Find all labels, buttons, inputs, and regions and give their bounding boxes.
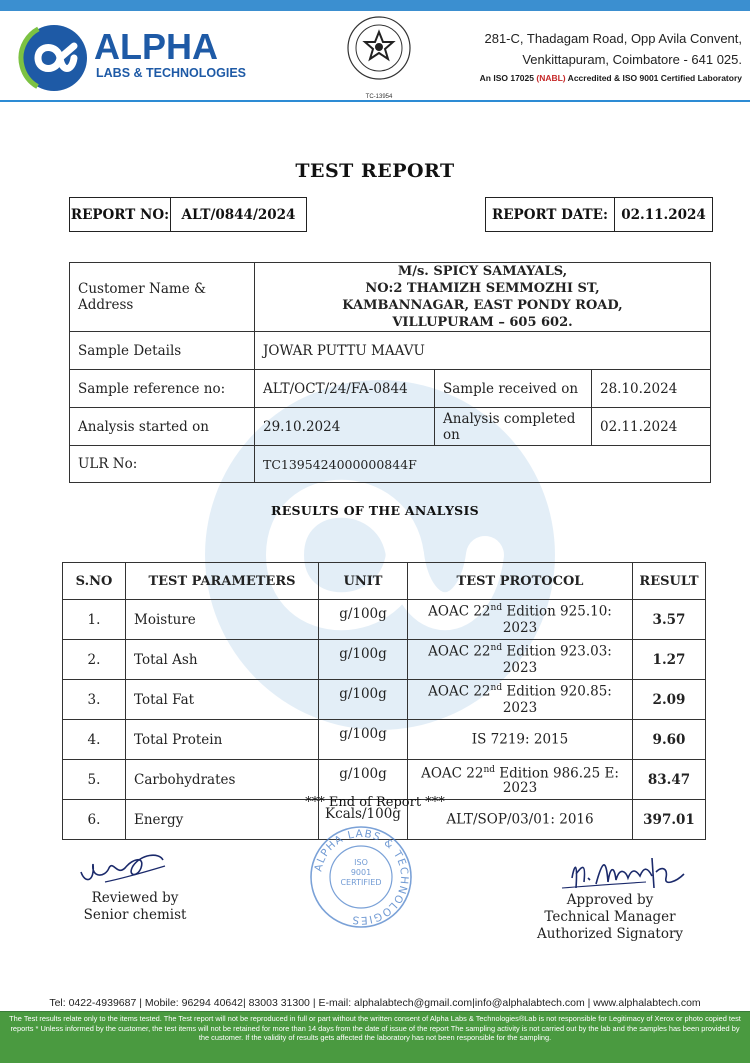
table-row — [63, 680, 706, 720]
page-title: TEST REPORT — [295, 160, 455, 182]
protocol-rest: Edition 923.03: 2023 — [502, 643, 612, 676]
row-result: 9.60 — [633, 720, 706, 760]
col-header: S.NO — [63, 563, 126, 600]
accreditation-post: Accredited & ISO 9001 Certified Laboratory — [565, 73, 742, 83]
row-result: 1.27 — [633, 640, 706, 680]
stamp-inner-1: ISO — [354, 858, 368, 867]
row-protocol — [408, 680, 633, 720]
protocol-rest: Edition 920.85: 2023 — [502, 683, 612, 716]
row-unit: g/100g — [319, 680, 408, 720]
row-protocol — [408, 640, 633, 680]
customer-address — [255, 263, 711, 332]
reviewer-block — [70, 890, 200, 924]
approver-line-3: Authorized Signatory — [536, 926, 684, 942]
row-sno: 4. — [63, 720, 126, 760]
row-protocol — [408, 600, 633, 640]
row-result: 3.57 — [633, 600, 706, 640]
row-unit: g/100g — [319, 640, 408, 680]
row-parameter: Total Fat — [126, 680, 319, 720]
protocol-sup: nd — [490, 603, 503, 614]
header-top-bar — [0, 0, 750, 11]
nabl-emblem-icon — [343, 12, 415, 104]
reviewer-line-2: Senior chemist — [83, 907, 187, 923]
col-header: TEST PARAMETERS — [126, 563, 319, 600]
company-logo — [16, 22, 256, 94]
report-date-label: REPORT DATE: — [492, 206, 608, 223]
reviewer-line-1: Reviewed by — [91, 890, 179, 906]
protocol-rest: Edition 986.25 E: 2023 — [495, 765, 619, 797]
protocol-main: AOAC 22 — [428, 643, 491, 660]
address-line: M/s. SPICY SAMAYALS, — [397, 264, 568, 279]
started-value: 29.10.2024 — [255, 408, 435, 446]
col-header: UNIT — [319, 563, 408, 600]
approver-block — [535, 892, 685, 943]
col-header: TEST PROTOCOL — [408, 563, 633, 600]
report-number-value: ALT/0844/2024 — [170, 198, 306, 231]
started-label: Analysis started on — [70, 408, 255, 446]
protocol-sup: nd — [483, 764, 496, 775]
row-protocol — [408, 760, 633, 800]
row-sno: 2. — [63, 640, 126, 680]
row-parameter: Total Protein — [126, 720, 319, 760]
protocol-main: AOAC 22 — [421, 765, 484, 782]
report-number-label: REPORT NO: — [70, 206, 170, 223]
received-value: 28.10.2024 — [592, 370, 711, 408]
nabl-code: TC-13954 — [365, 94, 393, 100]
row-result: 2.09 — [633, 680, 706, 720]
reviewer-signature-icon — [75, 842, 170, 890]
row-unit: g/100g — [319, 760, 408, 800]
brand-subtitle: LABS & TECHNOLOGIES — [96, 66, 247, 80]
report-date-box — [485, 197, 713, 232]
table-row — [63, 640, 706, 680]
ulr-value: TC1395424000000844F — [255, 446, 711, 483]
row-unit: g/100g — [319, 720, 408, 760]
protocol-main: AOAC 22 — [428, 603, 491, 620]
protocol-main: IS 7219: 2015 — [471, 731, 569, 748]
alpha-logo-icon — [16, 22, 92, 94]
footer-disclaimer: The Test results relate only to the items tested. The Test report will not be reproduced in full or part without the written consent of Alpha Labs & Technologies®Lab is not responsible for Legitimacy of Xerox or photo copied test reports * Unless informed by the customer, the test items will not be retained for more than 14 days from the date of issue of the report The sampling activity is not carried out by the lab and the samples has been provided by the customer. If the validity of results gets affected the laboratory has not been responsible for the sampling. — [0, 1012, 750, 1063]
accreditation-line — [480, 70, 742, 86]
row-sno: 3. — [63, 680, 126, 720]
row-result: 397.01 — [633, 800, 706, 840]
header-divider — [0, 100, 750, 102]
end-of-report: *** End of Report *** — [305, 795, 445, 810]
address-line-1: 281-C, Thadagam Road, Opp Avila Convent, — [484, 31, 742, 46]
report-date-value: 02.11.2024 — [614, 198, 712, 231]
footer-contact: Tel: 0422-4939687 | Mobile: 96294 40642| 83003 31300 | E-mail: alphalabtech@gmail.com|info@alphalabtech.com | www.alphalabtech.com — [49, 997, 701, 1009]
row-unit: Kcals/100g — [319, 800, 408, 840]
brand-name: ALPHA — [94, 26, 218, 67]
protocol-rest: Edition 925.10: 2023 — [502, 603, 612, 636]
customer-label: Customer Name & Address — [70, 263, 255, 332]
iso-certified-stamp — [308, 824, 414, 930]
row-parameter: Energy — [126, 800, 319, 840]
sample-details-value: JOWAR PUTTU MAAVU — [255, 332, 711, 370]
row-result: 83.47 — [633, 760, 706, 800]
completed-label: Analysis completed on — [435, 408, 592, 446]
approver-line-1: Approved by — [566, 892, 654, 908]
sample-details-label: Sample Details — [70, 332, 255, 370]
protocol-main: AOAC 22 — [428, 683, 491, 700]
received-label: Sample received on — [435, 370, 592, 408]
table-row — [63, 720, 706, 760]
customer-details-table — [69, 262, 711, 483]
address-line-2: Venkittapuram, Coimbatore - 641 025. — [522, 52, 742, 67]
row-sno: 6. — [63, 800, 126, 840]
stamp-text: ALPHA LABS & TECHNOLOGIES — [312, 827, 411, 927]
col-header: RESULT — [633, 563, 706, 600]
protocol-main: ALT/SOP/03/01: 2016 — [446, 811, 594, 828]
address-line: KAMBANNAGAR, EAST PONDY ROAD, — [342, 298, 623, 313]
row-unit: g/100g — [319, 600, 408, 640]
sample-ref-label: Sample reference no: — [70, 370, 255, 408]
results-heading: RESULTS OF THE ANALYSIS — [271, 503, 479, 518]
ulr-label: ULR No: — [70, 446, 255, 483]
row-parameter: Carbohydrates — [126, 760, 319, 800]
stamp-inner-3: CERTIFIED — [340, 878, 382, 887]
row-sno: 1. — [63, 600, 126, 640]
approver-signature-icon — [556, 848, 691, 894]
row-protocol — [408, 720, 633, 760]
table-row — [63, 600, 706, 640]
report-number-box — [69, 197, 307, 232]
lab-address — [480, 28, 742, 86]
stamp-inner-2: 9001 — [350, 868, 372, 877]
accreditation-nabl: (NABL) — [536, 73, 566, 83]
address-line: VILLUPURAM – 605 602. — [392, 315, 573, 330]
approver-line-2: Technical Manager — [544, 909, 676, 925]
protocol-sup: nd — [490, 643, 503, 654]
completed-value: 02.11.2024 — [592, 408, 711, 446]
sample-ref-value: ALT/OCT/24/FA-0844 — [255, 370, 435, 408]
row-parameter: Moisture — [126, 600, 319, 640]
row-sno: 5. — [63, 760, 126, 800]
table-row — [63, 760, 706, 800]
row-parameter: Total Ash — [126, 640, 319, 680]
accreditation-pre: An ISO 17025 — [479, 73, 537, 83]
address-line: NO:2 THAMIZH SEMMOZHI ST, — [365, 281, 600, 296]
protocol-sup: nd — [490, 683, 503, 694]
